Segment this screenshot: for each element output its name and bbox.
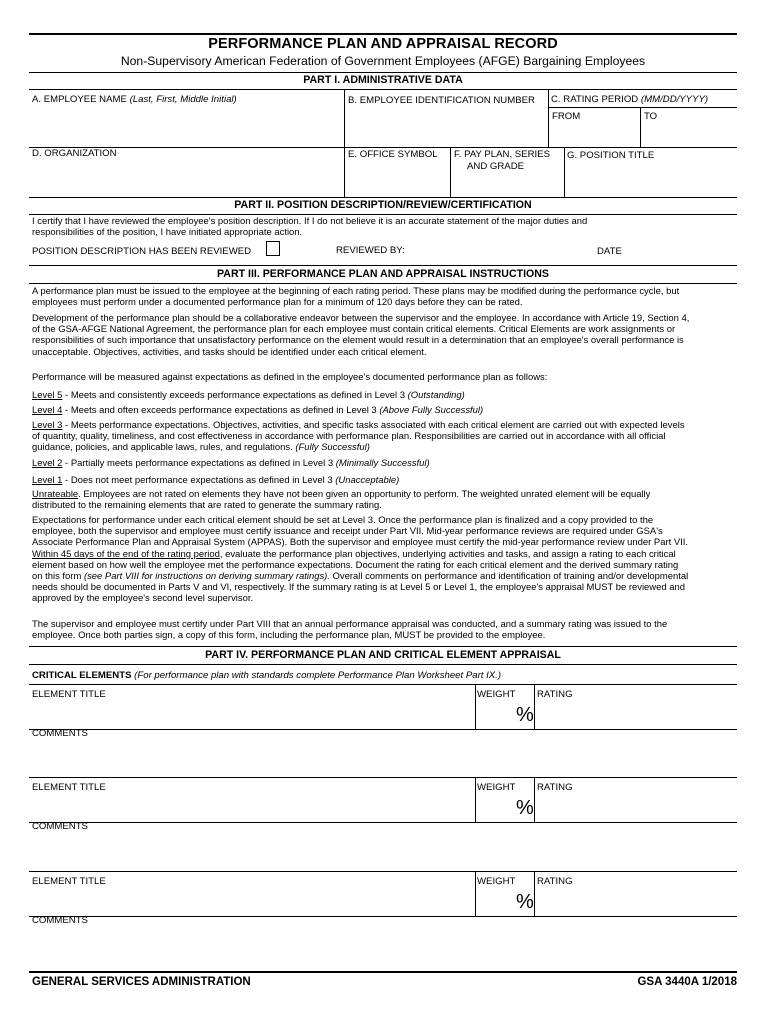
instructions-p1: A performance plan must be issued to the employee at the beginning of each rating period. These plans may be modified during the performance cycle, but employees must perform under a documented performance plan for a minimum of 120 days before they can be rated. [32,286,680,309]
reviewed-by-label: REVIEWED BY: [336,245,405,256]
part2-heading: PART II. POSITION DESCRIPTION/REVIEW/CERTIFICATION [234,199,532,211]
part1-heading: PART I. ADMINISTRATIVE DATA [303,74,463,86]
rule [344,147,345,197]
rule [29,916,737,917]
rule [29,147,737,148]
position-title-label: G. POSITION TITLE [567,150,655,161]
supervisor-text: The supervisor and employee must certify under Part VIII that an annual performance appraisal was conducted, and a summary rating was issued to the employee. Once both parties sign, a copy of this form, including the performance plan, MUST be provided to the employee. [32,619,668,642]
level-1: Level 1 - Does not meet performance expectations as defined in Level 3 (Unacceptable) [32,475,400,486]
comments-label: COMMENTS [32,728,88,739]
element-title-label: ELEMENT TITLE [32,876,106,887]
office-symbol-label: E. OFFICE SYMBOL [348,149,438,160]
rule [29,822,737,823]
rule [29,197,737,198]
rule [344,89,345,147]
expectations-text: Expectations for performance under each critical element should be set at Level 3. Once the performance plan is finalized and a copy provided to the employee, both the supervisor and employee must certify issuance and receipt under Part VII. Mid-year performance reviews are required under GSA's Associate Performance Plan and Appraisal System (APPAS). Both the supervisor and employee must certify the mid-year performance review under Part VII. Within 45 days of the end of the rating period, evaluate the performance plan objectives, underlying activities and tasks, and assign a rating to each critical element based on how well the employee met the performance expectations. Document the rating for each critical element and the derived summary rating on this form (see Part VIII for instructions on deriving summary ratings). Overall comments on performance and identification of training and/or developmental needs should be documented in Parts V and VI, respectively. If the summary rating is at Level 5 or Level 1, the employee's appraisal MUST be reviewed and approved by the employee's second level supervisor. [32,515,689,605]
agency-name: GENERAL SERVICES ADMINISTRATION [32,976,251,988]
level-2: Level 2 - Partially meets performance expectations as defined in Level 3 (Minimally Successful) [32,458,430,469]
rule [475,684,476,729]
rating-to-label: TO [644,111,658,122]
level-3: Level 3 - Meets performance expectations. Objectives, activities, and specific tasks associated with each critical element are carried out with expected levels of quantity, quality, timeliness, and cost effectiveness in accordance with performance plan. Responsibilities are carried out in accordance with all official guidance, policies, and applicable laws, rules, and regulations. (Fully Successful) [32,420,685,454]
form-page [29,33,737,993]
rule [29,214,737,215]
part3-heading: PART III. PERFORMANCE PLAN AND APPRAISAL INSTRUCTIONS [217,268,549,280]
percent-sign: % [516,704,534,726]
rule [564,147,565,197]
unrateable: Unrateable. Employees are not rated on elements they have not been given an opportunity to perform. The weighted unrated element will be equally distributed to the remaining elements that are rated to generate the summary rating. [32,489,651,512]
rule [640,107,641,147]
comments-label: COMMENTS [32,821,88,832]
rule [29,646,737,647]
pd-reviewed-checkbox[interactable] [266,241,280,256]
employee-id-label: B. EMPLOYEE IDENTIFICATION NUMBER [348,95,535,106]
rule [29,729,737,730]
employee-name-label: A. EMPLOYEE NAME (Last, First, Middle Initial) [32,94,237,105]
level-4: Level 4 - Meets and often exceeds performance expectations as defined in Level 3 (Above Fully Successful) [32,405,484,416]
rating-label: RATING [537,689,573,700]
pay-plan-label: F. PAY PLAN, SERIES [454,149,550,160]
rule [29,283,737,284]
rule [29,72,737,73]
level-5: Level 5 - Meets and consistently exceeds performance expectations as defined in Level 3 (Outstanding) [32,390,465,401]
weight-label: WEIGHT [477,876,516,887]
top-rule [29,33,737,35]
date-label: DATE [597,246,622,257]
weight-label: WEIGHT [477,689,516,700]
certification-text: I certify that I have reviewed the employee's position description. If I do not believe it is an accurate statement of the major duties and responsibilities of the position, I have initiated appropriate action. [32,216,588,239]
instructions-p2: Development of the performance plan should be a collaborative endeavor between the supervisor and the employee. In accordance with Article 19, Section 4, of the GSA-AFGE National Agreement, the performance plan for each employee must contain critical elements. Critical Elements are work assignments or responsibilities of such importance that unsatisfactory performance on the element would result in a determination that an employee's overall performance is unacceptable. Objectives, activities, and tasks should be identified under each critical element. [32,313,690,358]
form-title: PERFORMANCE PLAN AND APPRAISAL RECORD [208,36,558,52]
weight-label: WEIGHT [477,782,516,793]
rule [29,664,737,665]
rule [548,107,737,108]
organization-label: D. ORGANIZATION [32,148,117,159]
pd-reviewed-label: POSITION DESCRIPTION HAS BEEN REVIEWED [32,246,252,257]
rule [475,871,476,916]
pay-plan-label-2: AND GRADE [467,161,525,172]
rating-from-label: FROM [552,111,581,122]
percent-sign: % [516,797,534,819]
instructions-p3: Performance will be measured against expectations as defined in the employee's documented performance plan as follows: [32,372,548,383]
rule [29,871,737,872]
critical-elements-label: CRITICAL ELEMENTS (For performance plan with standards complete Performance Plan Worksheet Part IX.) [32,670,502,681]
part4-heading: PART IV. PERFORMANCE PLAN AND CRITICAL ELEMENT APPRAISAL [205,649,561,661]
comments-label: COMMENTS [32,915,88,926]
rating-label: RATING [537,876,573,887]
rating-label: RATING [537,782,573,793]
rule [29,265,737,266]
element-title-label: ELEMENT TITLE [32,782,106,793]
rule [29,777,737,778]
form-subtitle: Non-Supervisory American Federation of Government Employees (AFGE) Bargaining Employees [120,54,646,68]
rule [29,684,737,685]
form-number: GSA 3440A 1/2018 [637,976,737,988]
rule [548,89,549,147]
footer-rule [29,971,737,973]
rule [534,777,535,822]
rule [475,777,476,822]
rule [450,147,451,197]
element-title-label: ELEMENT TITLE [32,689,106,700]
rule [29,89,737,90]
percent-sign: % [516,891,534,913]
rating-period-label: C. RATING PERIOD (MM/DD/YYYY) [551,94,709,105]
rule [534,684,535,729]
rule [534,871,535,916]
